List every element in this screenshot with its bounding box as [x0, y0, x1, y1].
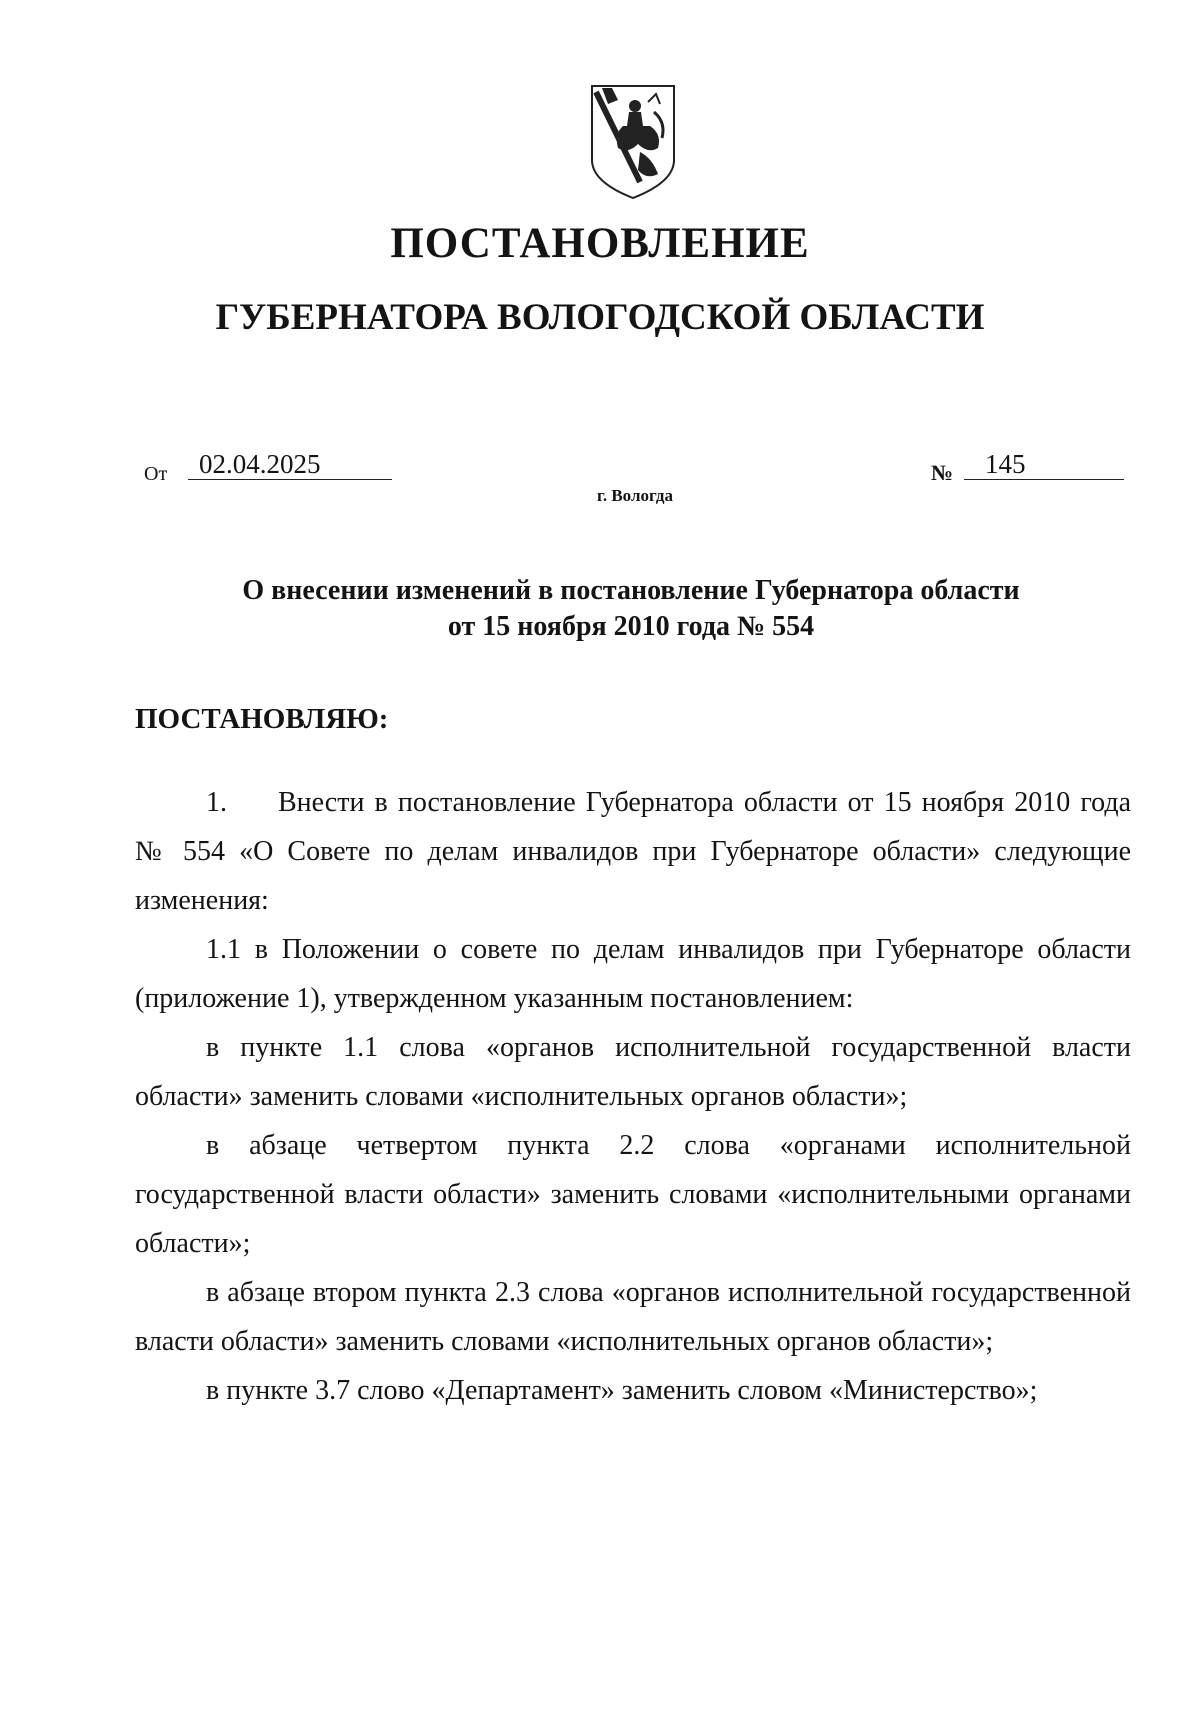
paragraph-6: в пункте 3.7 слово «Департамент» заменить словом «Министерство»;	[206, 1375, 1038, 1406]
paragraph-1	[135, 778, 1131, 925]
coat-of-arms-icon	[588, 82, 678, 202]
document-body	[135, 778, 1131, 1415]
document-title: ПОСТАНОВЛЕНИЕ	[390, 220, 810, 267]
paragraph-4: в абзаце четвертом пункта 2.2 слова «органами исполнительной государственной власти области» заменить словами «исполнительными органами области»;	[135, 1130, 1131, 1259]
paragraph-5: в абзаце втором пункта 2.3 слова «органов исполнительной государственной власти области» заменить словами «исполнительных органов области»;	[135, 1277, 1131, 1357]
document-subject	[0, 573, 1200, 645]
issuer-title: ГУБЕРНАТОРА ВОЛОГОДСКОЙ ОБЛАСТИ	[215, 297, 985, 338]
document-date: 02.04.2025	[199, 449, 321, 479]
document-number: 145	[985, 449, 1026, 479]
paragraph-number: 1.	[206, 787, 227, 818]
subject-line-2: от 15 ноября 2010 года № 554	[447, 611, 815, 642]
decree-word: ПОСТАНОВЛЯЮ:	[135, 703, 389, 735]
city: г. Вологда	[597, 486, 673, 505]
paragraph-2: 1.1 в Положении о совете по делам инвалидов при Губернаторе области (приложение 1), утвержденном указанным постановлением:	[135, 934, 1131, 1014]
paragraph-1-text: Внести в постановление Губернатора области от 15 ноября 2010 года № 554 «О Совете по делам инвалидов при Губернаторе области» следующие изменения:	[135, 787, 1131, 916]
number-prefix: №	[931, 460, 954, 485]
subject-line-1: О внесении изменений в постановление Губернатора области	[242, 575, 1020, 606]
paragraph-3: в пункте 1.1 слова «органов исполнительной государственной власти области» заменить словами «исполнительных органов области»;	[135, 1032, 1131, 1112]
date-prefix: От	[144, 463, 168, 485]
